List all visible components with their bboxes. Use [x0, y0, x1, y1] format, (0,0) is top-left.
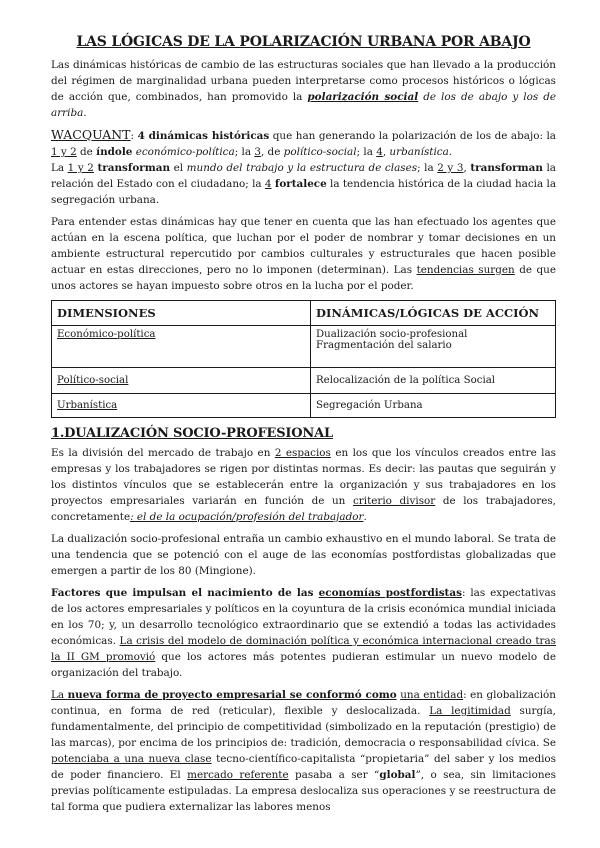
text-fragment: el — [170, 162, 187, 174]
dimension-label: Urbanística — [57, 400, 118, 411]
table-row — [52, 368, 556, 394]
section-heading: 1.DUALIZACIÓN SOCIO-PROFESIONAL — [51, 426, 333, 441]
table-cell-dynamic — [311, 326, 556, 368]
text-fragment: que han generando la polarización de los de abajo: la — [269, 130, 556, 142]
text-fragment: La — [51, 162, 68, 174]
emphasis: global — [379, 769, 416, 781]
text-fragment: ; la — [356, 146, 377, 158]
text-fragment: , de — [260, 146, 284, 158]
underlined-text: una entidad — [400, 689, 464, 701]
text-fragment: la relación del Estado con el ciudadano; la — [51, 162, 557, 190]
intro-paragraph — [51, 57, 556, 121]
section-paragraph — [51, 585, 556, 681]
underlined-text: 4 — [376, 146, 383, 158]
italic-text: económico-política — [132, 146, 235, 158]
underlined-text: criterio divisor — [352, 495, 436, 507]
emphasis: 4 dinámicas históricas — [137, 130, 270, 142]
table-cell-dynamic — [311, 394, 556, 418]
text-fragment: : — [130, 130, 138, 142]
table-header-dimensions: DIMENSIONES — [52, 301, 311, 326]
section-paragraph — [51, 445, 556, 525]
text-fragment: , — [463, 162, 471, 174]
underlined-text: 2 espacios — [274, 447, 331, 459]
text-fragment: tecno-científico-capitalista “propietaria” del saber y los medios de poder financiero. El — [51, 753, 557, 781]
underlined-text: mercado referente — [187, 769, 289, 781]
text-fragment: . — [363, 511, 367, 523]
page-title: LAS LÓGICAS DE LA POLARIZACIÓN URBANA POR ABAJO — [76, 34, 531, 50]
intro-text-end: de los de abajo y los de arriba. — [51, 91, 557, 119]
dynamic-label: Relocalización de la política Social — [316, 375, 496, 386]
table-row — [52, 326, 556, 368]
text-fragment: la tendencia histórica de la ciudad hacia la segregación urbana. — [51, 178, 557, 206]
emphasis: fortalece — [274, 178, 327, 190]
text-fragment: de que unos actores se hayan impuesto sobre otros en la lucha por el poder. — [51, 264, 557, 292]
dimensions-table — [51, 300, 556, 418]
intro-text: Las dinámicas históricas de cambio de las estructuras sociales que han llevado a la producción del régimen de marginalidad urbana pueden interpretarse como procesos históricos o lógicas de acción que, combinados, han promovido la — [51, 59, 556, 103]
underlined-text: 1 y 2 — [51, 146, 77, 158]
table-row — [52, 394, 556, 418]
text-fragment: que los actores más potentes pudieran estimular un nuevo modelo de organización del trabajo. — [51, 651, 556, 679]
dynamic-label: Dualización socio-profesional — [316, 329, 468, 340]
emphasis: transforman — [470, 162, 543, 174]
italic-text: urbanística. — [389, 146, 453, 158]
italic-underlined-text: : el de la ocupación/profesión del trabajador — [130, 511, 364, 523]
author-name: WACQUANT — [51, 127, 131, 142]
text-fragment: , — [382, 146, 390, 158]
table-cell-dynamic — [311, 368, 556, 394]
text-fragment: ; la — [234, 146, 255, 158]
dimension-label: Político-social — [57, 375, 129, 386]
underlined-text: La crisis del modelo de dominación política y económica internacional creado tras la II GM promovió — [51, 635, 556, 663]
text-fragment: de los trabajadores, concretamente — [51, 495, 556, 523]
underlined-text: potenciaba a una nueva clase — [51, 753, 212, 765]
table-cell-dimension — [52, 394, 311, 418]
dynamic-label: Fragmentación del salario — [316, 340, 452, 351]
underlined-text: 2 y 3 — [437, 162, 464, 174]
text-fragment: : en globalización continua, en forma de red (reticular), flexible y deslocalizada. — [51, 689, 556, 717]
text-fragment: : las expectativas de los actores empresariales y políticos en la coyuntura de la crisis económica mundial iniciada en los 70; y, un desarrollo tecnológico extraordinario que se extendió a todas las actividades económicas. — [51, 587, 556, 647]
emphasis-underlined: nueva forma de proyecto empresarial se conformó como — [67, 689, 397, 701]
transform-paragraph — [51, 160, 556, 208]
italic-text: mundo del trabajo y la estructura de clases — [186, 162, 418, 174]
dynamic-label: Segregación Urbana — [316, 400, 423, 411]
section-paragraph: La dualización socio-profesional entraña un cambio exhaustivo en el mundo laboral. Se trata de una tendencia que se potenció con el auge de las economías postfordistas globalizadas que emergen a partir de los 80 (Mingione). — [51, 533, 557, 577]
underlined-text: La — [51, 689, 68, 701]
underlined-text: 1 y 2 — [67, 162, 94, 174]
underlined-text: La legitimidad — [429, 705, 511, 717]
underlined-text: 3 — [254, 146, 261, 158]
table-header-dynamics: DINÁMICAS/LÓGICAS DE ACCIÓN — [311, 301, 556, 326]
table-cell-dimension — [52, 368, 311, 394]
underlined-text: tendencias surgen — [416, 264, 515, 276]
italic-text: político-social — [283, 146, 357, 158]
text-fragment: surgía, fundamentalmente, del principio de competitividad (simbolizado en la reputación (prestigio) de las marcas), por encima de los principios de: tradición, democracia o responsabilidad cívica. Se — [51, 705, 556, 749]
table-header-row — [52, 301, 556, 326]
underlined-text: 4 — [264, 178, 272, 190]
emphasis-underlined: economías postfordistas — [318, 587, 462, 599]
text-fragment: ; la — [417, 162, 438, 174]
document-page — [51, 34, 556, 821]
emphasis: Factores que impulsan el nacimiento de las — [51, 587, 319, 599]
text-fragment: ”, o sea, sin limitaciones previas políticamente estipuladas. La empresa deslocaliza sus operaciones y se reestructura de tal forma que pudiera externalizar las labores menos — [51, 769, 556, 813]
text-fragment: pasaba a ser “ — [288, 769, 380, 781]
text-fragment: en los que los vínculos creados entre las empresas y los trabajadores se rigen por distintas normas. Es decir: las pautas que seguirán y los distintos vínculos que se establecerán entre la organización y sus trabajadores en los proyectos empresariales variarán en función de un — [51, 447, 556, 507]
text-fragment: de — [76, 146, 97, 158]
emphasis: índole — [96, 146, 133, 158]
dimension-label: Económico-política — [57, 329, 156, 340]
agents-paragraph — [51, 214, 556, 294]
emphasis: transforman — [97, 162, 171, 174]
intro-emphasis: polarización social — [307, 91, 419, 103]
wacquant-paragraph — [51, 127, 556, 160]
section-paragraph — [51, 687, 556, 815]
table-cell-dimension — [52, 326, 311, 368]
text-fragment: Es la división del mercado de trabajo en — [51, 447, 275, 459]
text-fragment: Para entender estas dinámicas hay que tener en cuenta que las han efectuado los agentes que actúan en la escena política, que luchan por el poder de nombrar y tomar decisiones en un ambiente estructural repercutido por cambios culturales y estructurales que hacen posible actuar en estas direcciones, pero no lo imponen (determinan). Las — [51, 216, 556, 276]
